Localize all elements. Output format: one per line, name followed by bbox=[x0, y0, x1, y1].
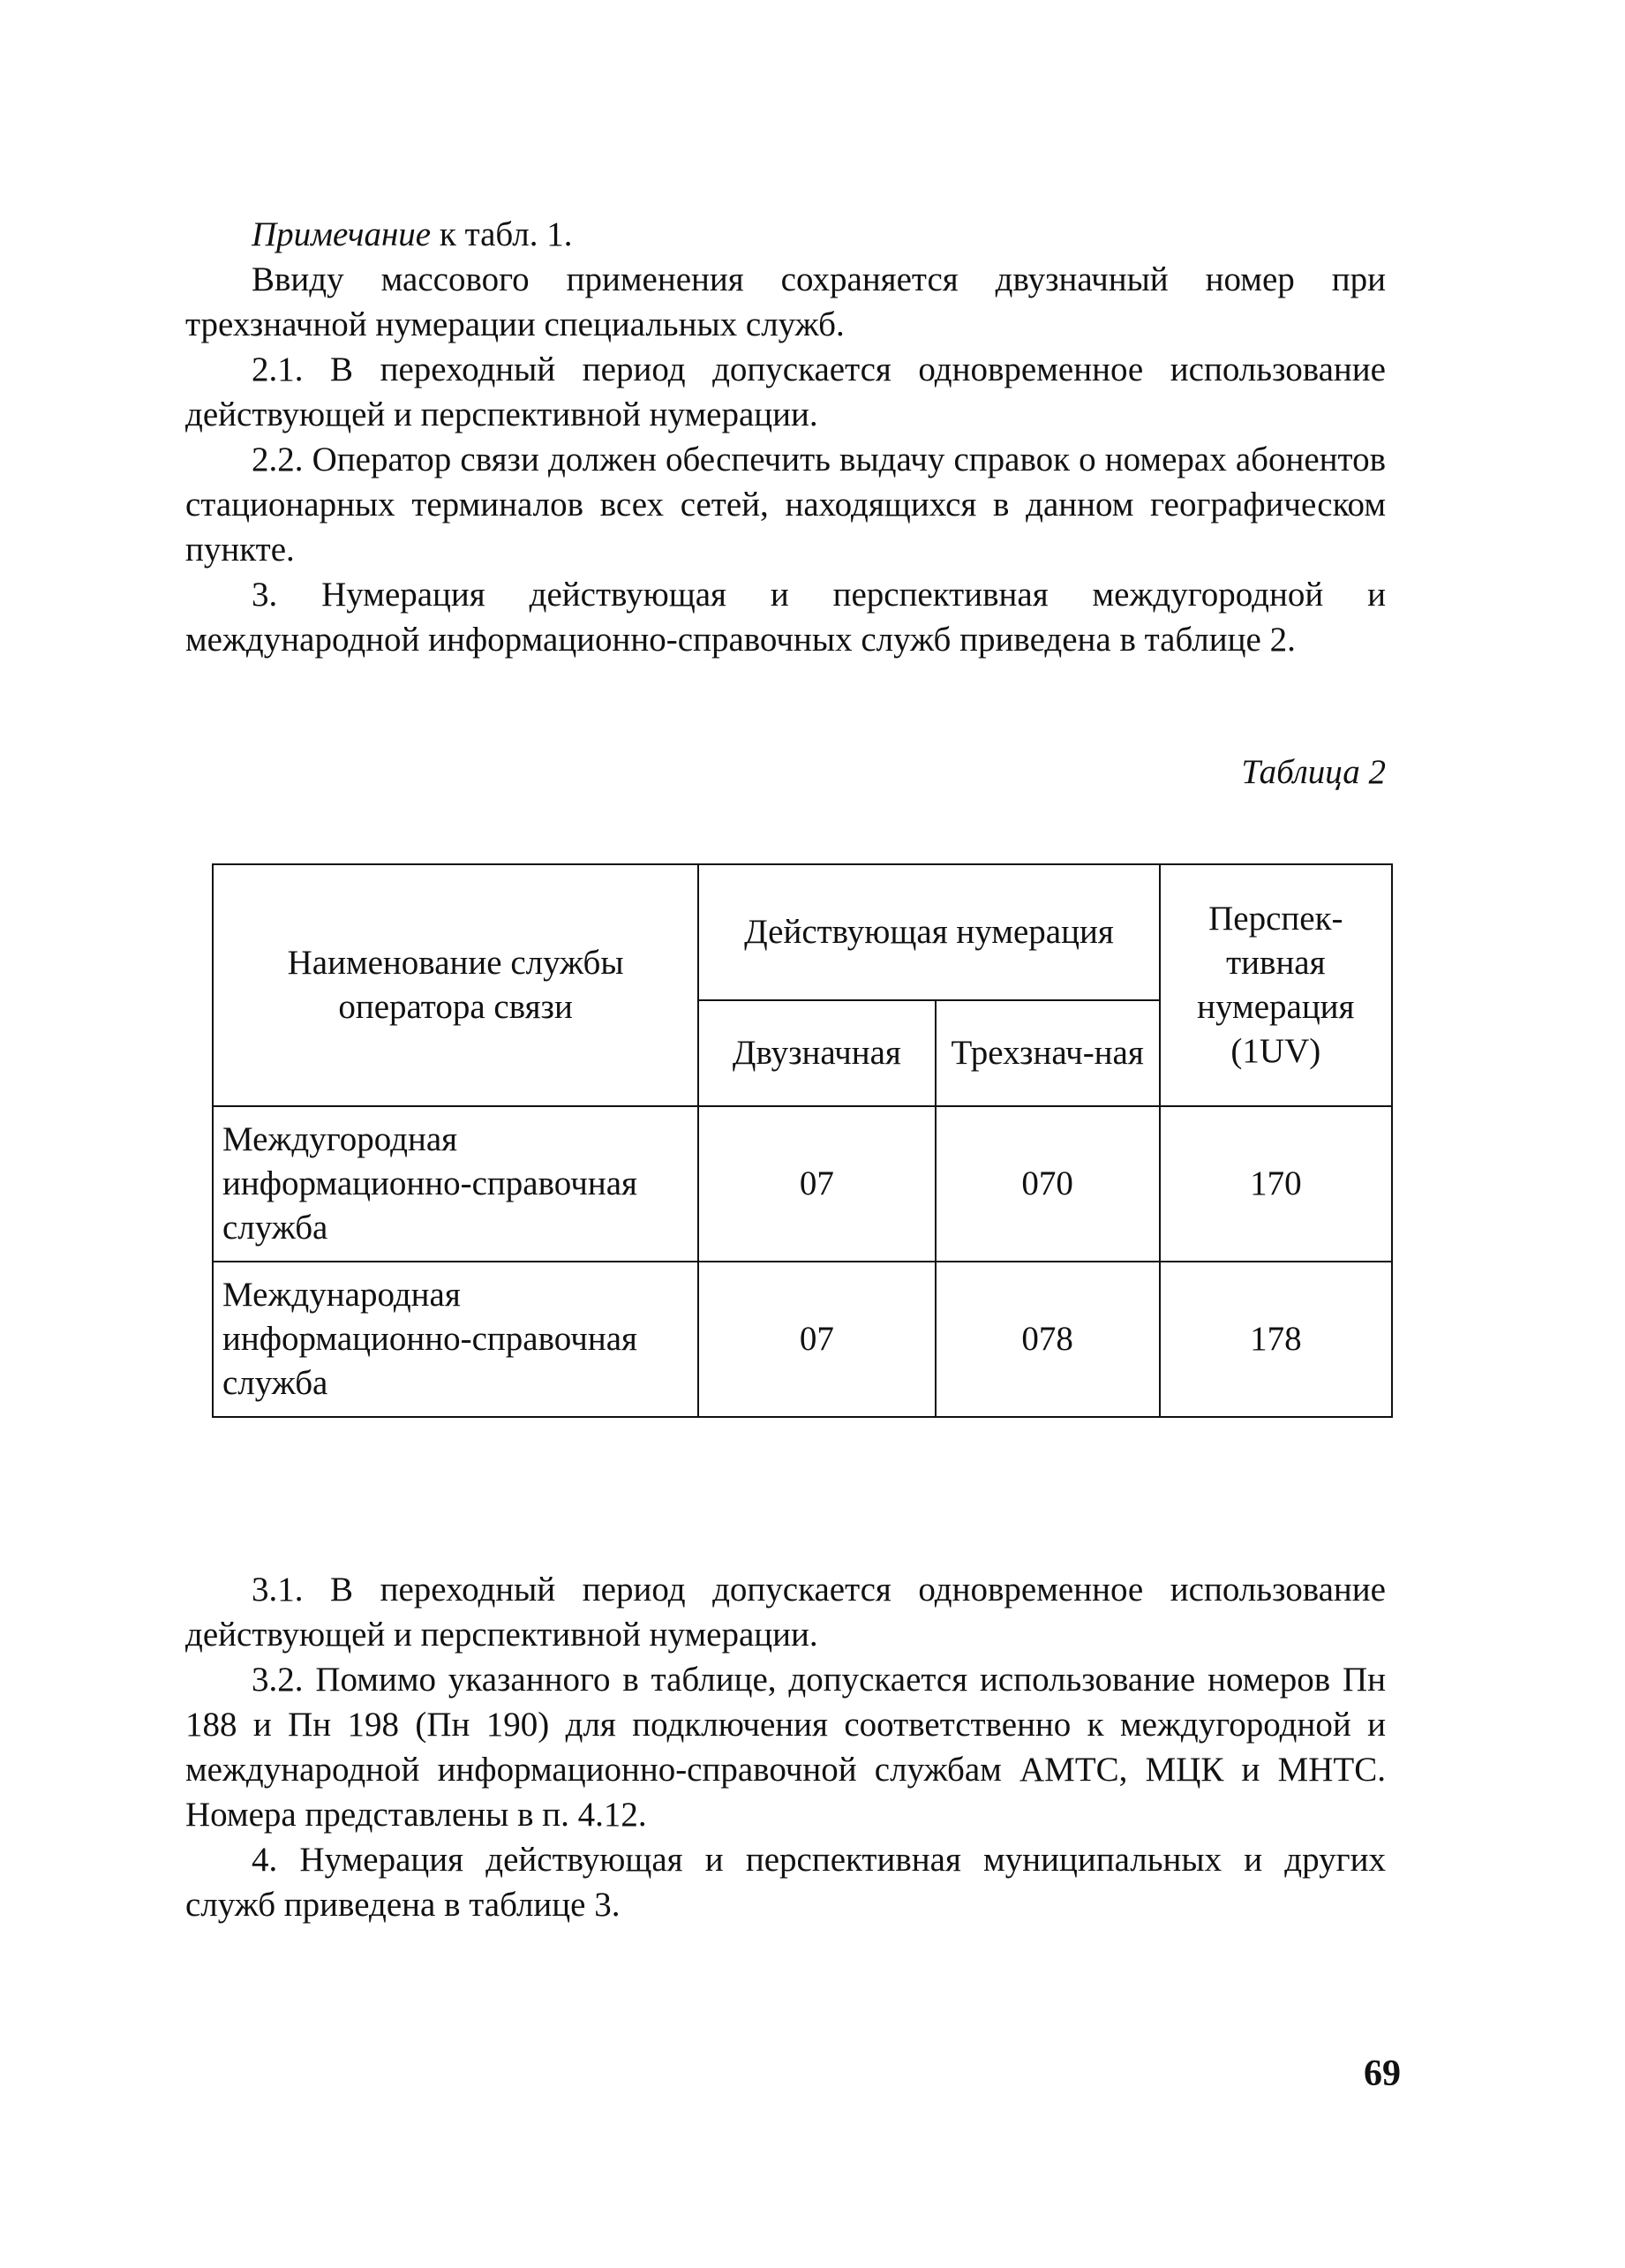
paragraph-note-text: Ввиду массового применения сохраняется двузначный номер при трехзначной нумерации специальных служб. bbox=[185, 260, 1386, 343]
numbering-table bbox=[212, 863, 1393, 1418]
note-reference: к табл. 1. bbox=[431, 215, 573, 253]
row-perspective: 178 bbox=[1160, 1262, 1392, 1417]
row-service-name: Междугородная информационно-справочная служба bbox=[213, 1106, 698, 1262]
note-label: Примечание bbox=[252, 215, 432, 253]
table-row bbox=[213, 1262, 1392, 1417]
paragraph-2-1: 2.1. В переходный период допускается одновременное использование действующей и перспективной нумерации. bbox=[185, 350, 1386, 433]
table-row bbox=[213, 1106, 1392, 1262]
row-two-digit: 07 bbox=[698, 1262, 935, 1417]
row-perspective: 170 bbox=[1160, 1106, 1392, 1262]
header-two-digit: Двузначная bbox=[698, 1000, 935, 1106]
row-three-digit: 078 bbox=[936, 1262, 1160, 1417]
paragraph-3: 3. Нумерация действующая и перспективная междугородной и международной информационно-справочных служб приведена в таблице 2. bbox=[185, 576, 1386, 659]
row-two-digit: 07 bbox=[698, 1106, 935, 1262]
note-heading bbox=[185, 212, 1386, 257]
header-perspective-numbering: Перспек-тивная нумерация (1UV) bbox=[1160, 864, 1392, 1106]
paragraph-2-2: 2.2. Оператор связи должен обеспечить выдачу справок о номерах абонентов стационарных терминалов всех сетей, находящихся в данном географическом пункте. bbox=[185, 441, 1386, 569]
document-page bbox=[185, 212, 1386, 1924]
header-current-numbering: Действующая нумерация bbox=[698, 864, 1160, 1000]
table-header-row bbox=[213, 864, 1392, 1000]
page-number: 69 bbox=[1364, 2053, 1401, 2094]
row-three-digit: 070 bbox=[936, 1106, 1160, 1262]
header-service-name: Наименование службы оператора связи bbox=[213, 864, 698, 1106]
table-caption: Таблица 2 bbox=[1241, 753, 1386, 791]
after-table-section bbox=[185, 1567, 1386, 1927]
row-service-name: Международная информационно-справочная служба bbox=[213, 1262, 698, 1417]
paragraph-3-2: 3.2. Помимо указанного в таблице, допускается использование номеров Пн 188 и Пн 198 (Пн 190) для подключения соответственно к междугородной и международной информационно-справочной службам АМТС, МЦК и МНТС. Номера представлены в п. 4.12. bbox=[185, 1661, 1386, 1834]
paragraph-4: 4. Нумерация действующая и перспективная муниципальных и других служб приведена в таблице 3. bbox=[185, 1841, 1386, 1924]
header-three-digit: Трехзнач-ная bbox=[936, 1000, 1160, 1106]
paragraph-3-1: 3.1. В переходный период допускается одновременное использование действующей и перспективной нумерации. bbox=[185, 1571, 1386, 1654]
